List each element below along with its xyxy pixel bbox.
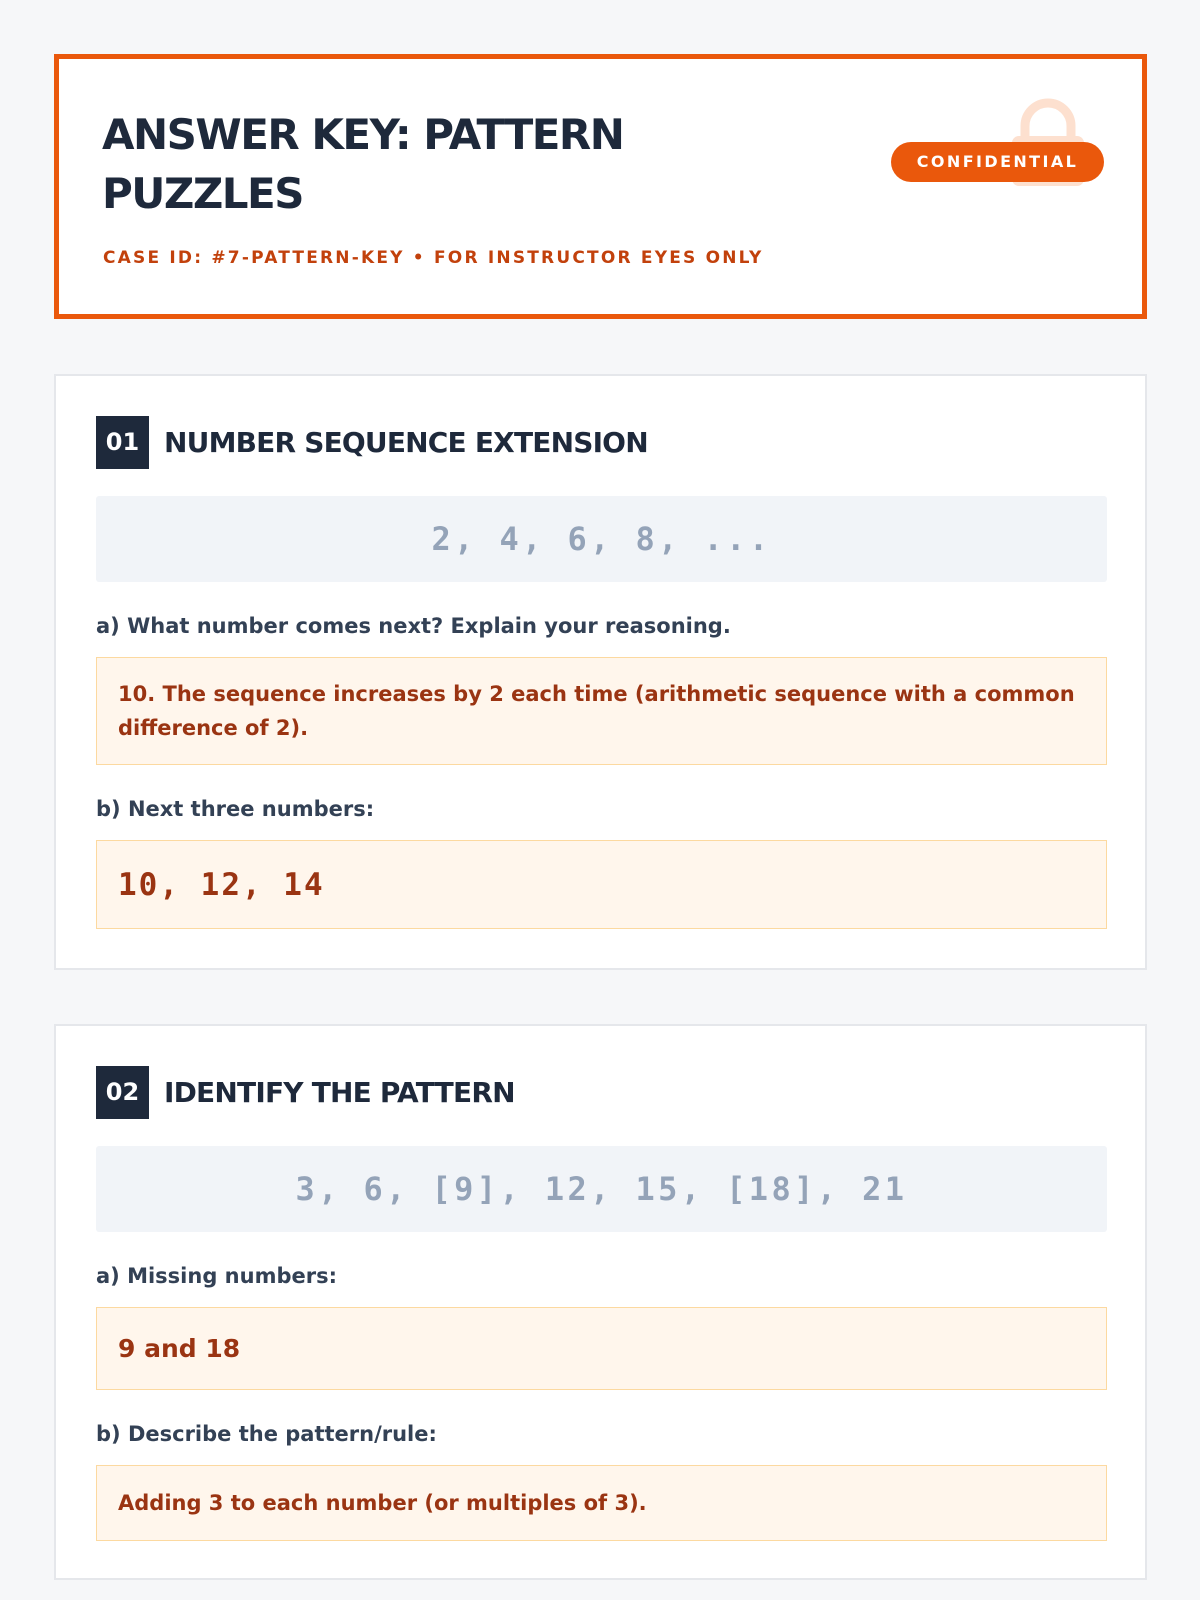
question-title: NUMBER SEQUENCE EXTENSION [164, 426, 648, 459]
answer-text: Adding 3 to each number (or multiples of 3). [118, 1491, 647, 1515]
question-card [54, 374, 1147, 970]
question-number: 02 [96, 1066, 149, 1119]
question-prompt: a) What number comes next? Explain your reasoning. [96, 614, 731, 638]
question-prompt: b) Describe the pattern/rule: [96, 1422, 437, 1446]
confidential-badge: CONFIDENTIAL [891, 142, 1104, 182]
sequence-display: 3, 6, [9], 12, 15, [18], 21 [96, 1146, 1107, 1232]
question-prompt: b) Next three numbers: [96, 797, 375, 821]
question-title: IDENTIFY THE PATTERN [164, 1076, 515, 1109]
answer-box [96, 1465, 1107, 1541]
answer-text: 9 and 18 [118, 1334, 241, 1363]
header-card [54, 54, 1147, 319]
answer-text: 10, 12, 14 [118, 866, 325, 903]
case-id-subtitle: CASE ID: #7-PATTERN-KEY • FOR INSTRUCTOR EYES ONLY [103, 248, 764, 268]
answer-box [96, 840, 1107, 929]
answer-box [96, 657, 1107, 765]
page-title: ANSWER KEY: PATTERN PUZZLES [102, 110, 624, 218]
question-number: 01 [96, 416, 149, 469]
answer-box [96, 1307, 1107, 1390]
answer-text: 10. The sequence increases by 2 each time (arithmetic sequence with a common difference of 2). [118, 682, 1075, 740]
question-card [54, 1024, 1147, 1580]
sequence-display: 2, 4, 6, 8, ... [96, 496, 1107, 582]
question-prompt: a) Missing numbers: [96, 1264, 337, 1288]
